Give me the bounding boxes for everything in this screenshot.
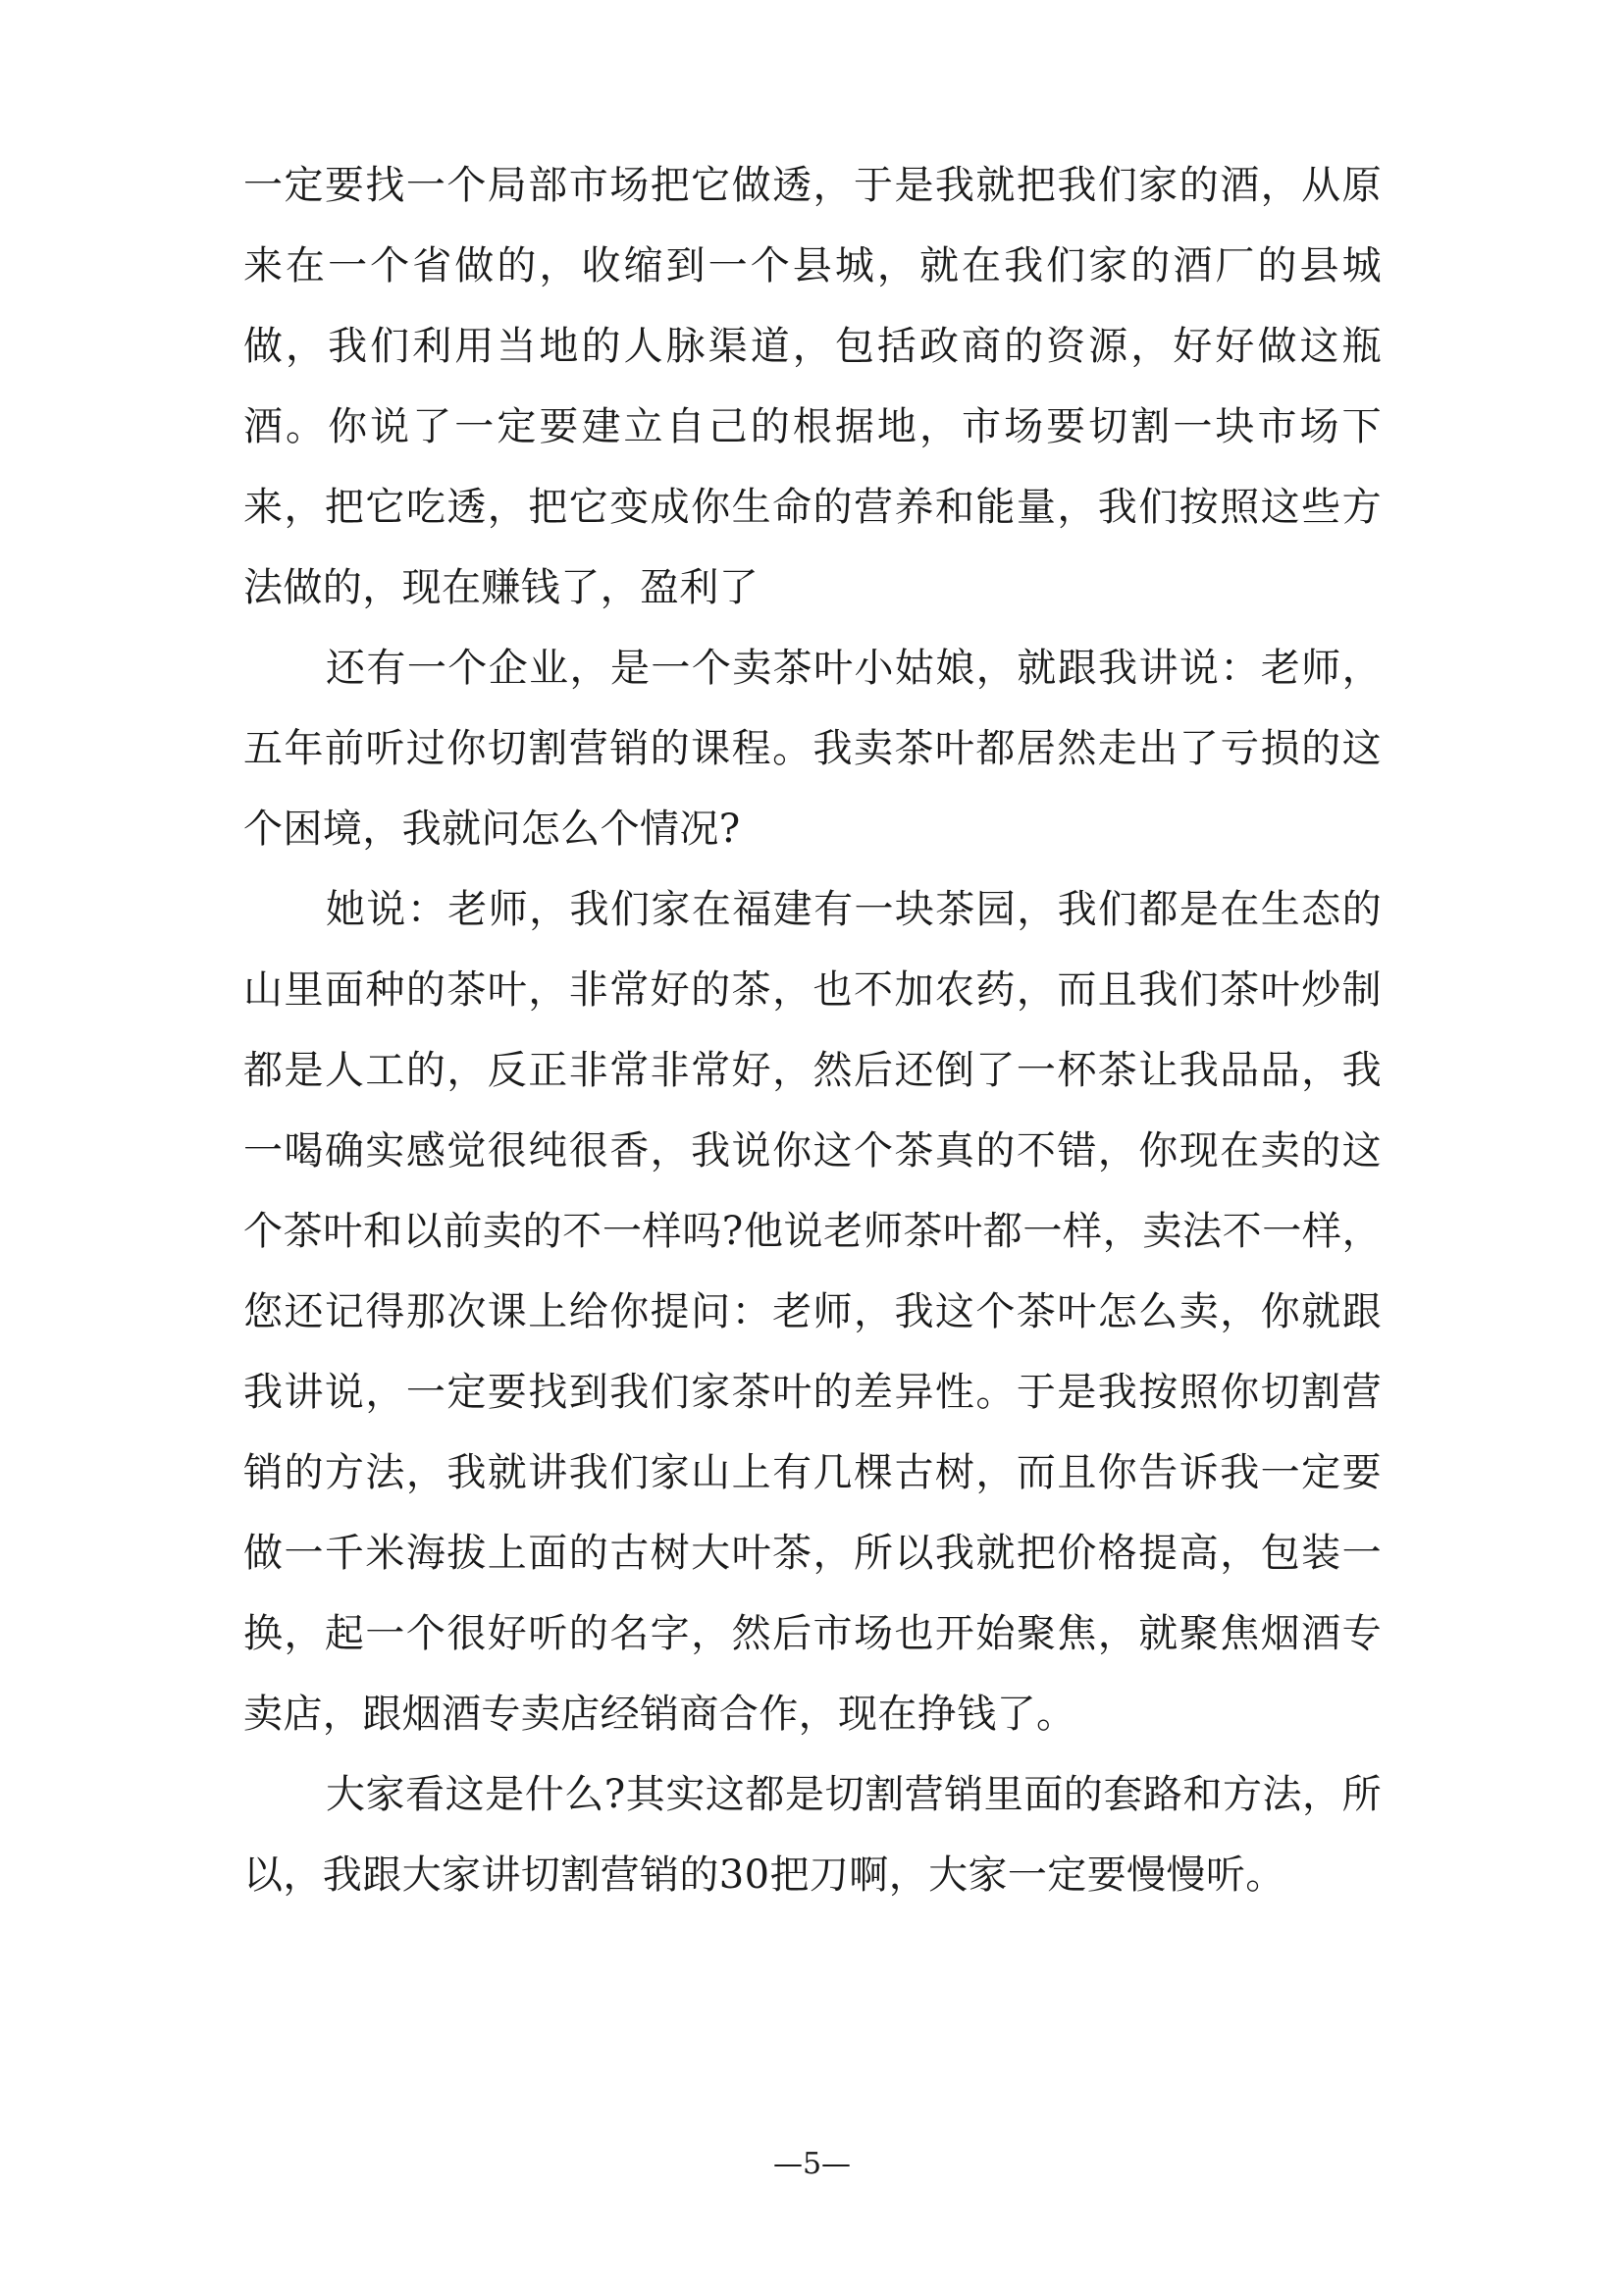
paragraph-4: 大家看这是什么?其实这都是切割营销里面的套路和方法，所以，我跟大家讲切割营销的30把刀啊，大家一定要慢慢听。 (243, 1772, 1382, 1898)
page-body (243, 145, 1382, 1915)
page-number: —5— (772, 2147, 852, 2181)
paragraph-2: 还有一个企业，是一个卖茶叶小姑娘，就跟我讲说：老师，五年前听过你切割营销的课程。我卖茶叶都居然走出了亏损的这个困境，我就问怎么个情况? (243, 646, 1382, 852)
paragraph-1: 一定要找一个局部市场把它做透，于是我就把我们家的酒，从原来在一个省做的，收缩到一个县城，就在我们家的酒厂的县城做，我们利用当地的人脉渠道，包括政商的资源，好好做这瓶酒。你说了一定要建立自己的根据地，市场要切割一块市场下来，把它吃透，把它变成你生命的营养和能量，我们按照这些方法做的，现在赚钱了，盈利了 (243, 163, 1382, 610)
paragraph-3: 她说：老师，我们家在福建有一块茶园，我们都是在生态的山里面种的茶叶，非常好的茶，也不加农药，而且我们茶叶炒制都是人工的，反正非常非常好，然后还倒了一杯茶让我品品，我一喝确实感觉很纯很香，我说你这个茶真的不错，你现在卖的这个茶叶和以前卖的不一样吗?他说老师茶叶都一样，卖法不一样，您还记得那次课上给你提问：老师，我这个茶叶怎么卖，你就跟我讲说，一定要找到我们家茶叶的差异性。于是我按照你切割营销的方法，我就讲我们家山上有几棵古树，而且你告诉我一定要做一千米海拔上面的古树大叶茶，所以我就把价格提高，包装一换，起一个很好听的名字，然后市场也开始聚焦，就聚焦烟酒专卖店，跟烟酒专卖店经销商合作，现在挣钱了。 (243, 887, 1382, 1737)
